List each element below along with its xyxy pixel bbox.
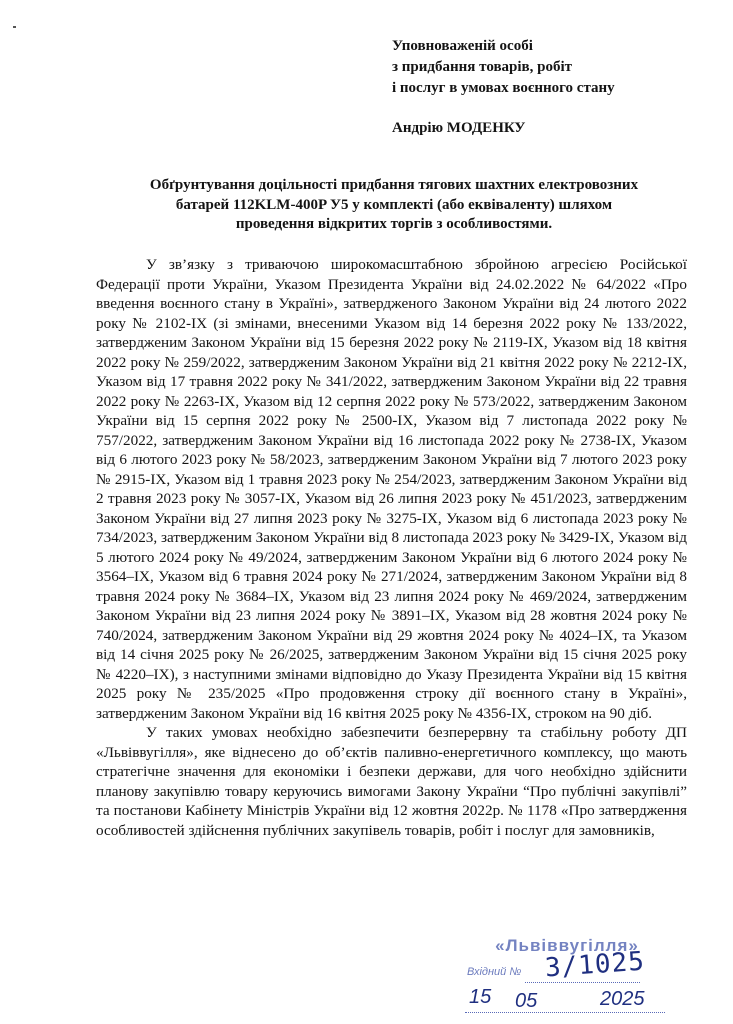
stamp-registration-number: 3/1025	[544, 946, 646, 984]
stamp-inbox-label: Вхідний №	[467, 966, 522, 978]
subject-line: проведення відкритих торгів з особливостями.	[235, 216, 553, 232]
body-paragraph: У зв’язку з триваючою широкомасштабною збройною агресією Російської Федерації проти України, Указом Президента України від 24.02.2022 № 64/2022 «Про введення воєнного стану в Україні», затвердженого Законом України від 24 лютого 2022 року № 2102-IX (зі змінами, внесеними Указом від 14 березня 2022 року № 133/2022, затвердженим Законом України від 15 березня 2022 року № 2119-IX, Указом від 18 квітня 2022 року № 259/2022, затвердженим Законом України від 21 квітня 2022 року № 2212-IX, Указом від 17 травня 2022 року № 341/2022, затвердженим Законом України від 22 травня 2022 року № 2263-IX, Указом від 12 серпня 2022 року № 573/2022, затвердженим Законом України від 15 серпня 2022 року № 2500-IX, Указом від 7 листопада 2022 року № 757/2022, затвердженим Законом України від 16 листопада 2022 року № 2738-IX, Указом від 6 лютого 2023 року № 58/2023, затвердженим Законом України від 7 лютого 2023 року № 2915-IX, Указом від 1 травня 2023 року № 254/2023, затвердженим Законом України від 2 травня 2023 року № 3057-IX, Указом від 26 липня 2023 року № 451/2023, затвердженим Законом України від 27 липня 2023 року № 3275-IX, Указом від 6 листопада 2023 року № 734/2023, затвердженим Законом України від 8 листопада 2023 року № 3429-IX, Указом від 5 лютого 2024 року № 49/2024, затвердженим Законом України від 6 лютого 2024 року № 3564–IX, Указом від 6 травня 2024 року № 271/2024, затвердженим Законом України від 8 травня 2024 року № 3684–IX, Указом від 23 липня 2024 року № 469/2024, затвердженим Законом України від 23 липня 2024 року № 3891–IX, Указом від 28 жовтня 2024 року № 740/2024, затвердженим Законом України від 29 жовтня 2024 року № 4024–IX, та Указом від 14 січня 2025 року № 26/2025, затвердженим Законом України від 15 січня 2025 року № 4220–IX), з наступними змінами відповідно до Указу Президента України від 15 квітня 2025 року № 235/2025 «Про продовження строку дії воєнного стану в Україні», затвердженим Законом України від 16 квітня 2025 року № 4356-IX, строком на 90 діб.	[96, 256, 687, 722]
subject-line: Обґрунтування доцільності придбання тягових шахтних електровозних	[149, 177, 639, 193]
registration-stamp	[455, 936, 685, 1016]
addressee-line: і послуг в умовах воєнного стану	[392, 80, 615, 96]
stamp-day: 15	[469, 986, 492, 1008]
stamp-divider	[465, 1012, 665, 1013]
stamp-organization: «Львіввугілля»	[495, 936, 639, 955]
scan-speck	[13, 26, 16, 28]
addressee-name: Андрію МОДЕНКУ	[392, 120, 526, 136]
addressee-line: Уповноваженій особі	[392, 38, 533, 54]
stamp-month: 05	[515, 990, 538, 1012]
subject-line: батарей 112KLM-400P У5 у комплекті (або еквіваленту) шляхом	[175, 196, 613, 213]
addressee-block	[392, 36, 615, 139]
stamp-divider	[525, 982, 640, 983]
addressee-line: з придбання товарів, робіт	[392, 59, 573, 75]
document-body	[96, 255, 687, 840]
document-subject	[96, 176, 692, 235]
stamp-year: 2025	[600, 988, 645, 1010]
body-paragraph: У таких умовах необхідно забезпечити безперервну та стабільну роботу ДП «Львіввугілля», яке віднесено до об’єктів паливно-енергетичного комплексу, що мають стратегічне значення для економіки і безпеки держави, для чого необхідно здійснити планову закупівлю товару керуючись вимогами Закону України “Про публічні закупівлі” та постанови Кабінету Міністрів України від 12 жовтня 2022р. № 1178 «Про затвердження особливостей здійснення публічних закупівель товарів, робіт і послуг для замовників,	[96, 724, 687, 839]
